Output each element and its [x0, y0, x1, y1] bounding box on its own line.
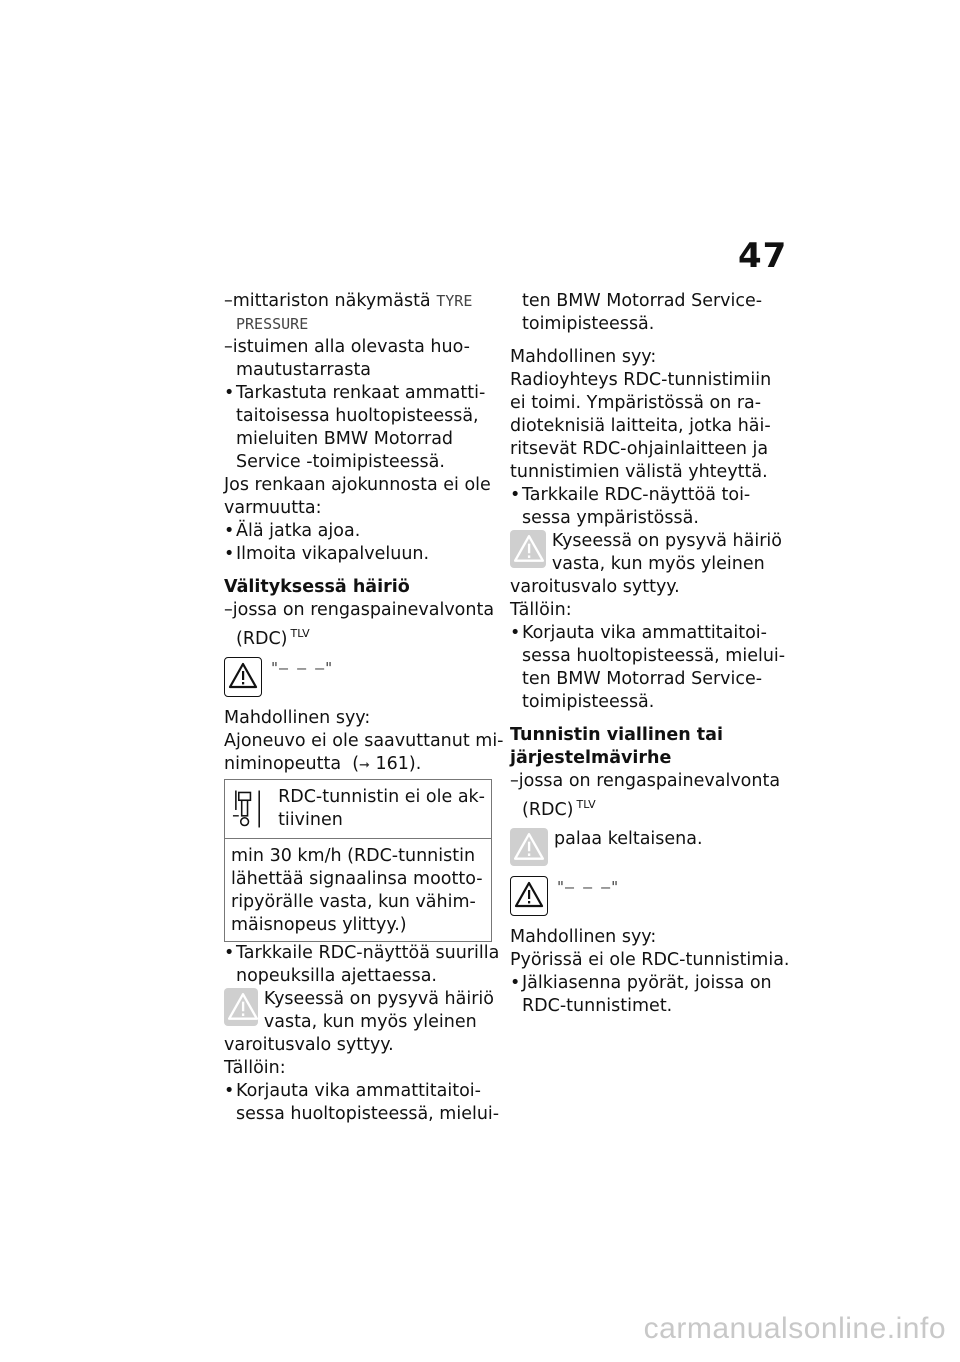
display-text: "– – –"	[270, 659, 334, 677]
bullet-item: •Korjauta vika ammattitaitoi-	[510, 623, 767, 643]
text-line: mautustarrasta	[236, 360, 372, 380]
text-line: nopeuksilla ajettaessa.	[236, 966, 437, 986]
watermark: carmanualsonline.info	[643, 1312, 946, 1345]
text-line: varmuutta:	[224, 498, 322, 518]
text-line: vasta, kun myös yleinen	[551, 554, 765, 574]
text-line: Pyörissä ei ole RDC-tunnistimia.	[510, 950, 790, 970]
bullet-item: •Tarkkaile RDC-näyttöä suurilla	[224, 943, 500, 963]
table-cell: lähettää signaalinsa mootto-	[231, 869, 483, 889]
text-line: Service -toimipisteessä.	[236, 452, 445, 472]
text-line: Jos renkaan ajokunnosta ei ole	[224, 475, 491, 495]
arrow-ref-icon: ➞	[359, 758, 370, 773]
warning-triangle-icon	[224, 657, 262, 697]
text-line: (RDC) $^{TLV}$	[522, 798, 596, 820]
text-line: RDC-tunnistimet.	[522, 996, 673, 1016]
text-line: dioteknisiä laitteita, jotka häi-	[510, 416, 771, 436]
text-line: tunnistimien välistä yhteyttä.	[510, 462, 768, 482]
text-line: Mahdollinen syy:	[510, 927, 657, 947]
text-line: Tällöin:	[510, 600, 572, 620]
info-table	[224, 779, 492, 942]
dash-item: –jossa on rengaspainevalvonta	[510, 771, 781, 791]
table-cell: min 30 km/h (RDC-tunnistin	[231, 846, 476, 866]
text-line: Mahdollinen syy:	[224, 708, 371, 728]
left-column	[224, 290, 504, 1126]
text-line: varoitusvalo syttyy.	[510, 577, 680, 597]
table-row	[225, 780, 491, 839]
display-text: "– – –"	[556, 878, 620, 896]
bullet-item: •Älä jatka ajoa.	[224, 521, 361, 541]
bullet-item: •Tarkkaile RDC-näyttöä toi-	[510, 485, 751, 505]
text-line: Mahdollinen syy:	[510, 347, 657, 367]
table-cell: tiivinen	[278, 810, 343, 830]
text-line: palaa keltaisena.	[554, 829, 703, 849]
text-line: vasta, kun myös yleinen	[263, 1012, 477, 1032]
text-line: sessa huoltopisteessä, mielui-	[236, 1104, 500, 1124]
text-line: ritsevät RDC-ohjainlaitteen ja	[510, 439, 769, 459]
right-column	[510, 290, 790, 1018]
text-line: taitoisessa huoltopisteessä,	[236, 406, 479, 426]
text-line: sessa huoltopisteessä, mielui-	[522, 646, 786, 666]
warning-triangle-icon	[224, 988, 258, 1026]
text-line: varoitusvalo syttyy.	[224, 1035, 394, 1055]
text-line: Ajoneuvo ei ole saavuttanut mi-	[224, 731, 504, 751]
warning-note-row	[510, 828, 782, 866]
dash-item: –jossa on rengaspainevalvonta	[224, 600, 495, 620]
table-row	[225, 839, 491, 941]
table-cell: mäisnopeus ylittyy.)	[231, 915, 407, 935]
text-line: (RDC) $^{TLV}$	[236, 627, 310, 649]
warning-note-row	[224, 988, 494, 1034]
dash-item: –mittariston näkymästä TYRE	[224, 291, 473, 311]
bullet-item: •Ilmoita vikapalveluun.	[224, 544, 430, 564]
text-line: niminopeutta (➞ 161).	[224, 754, 422, 774]
table-cell: ripyörälle vasta, kun vähim-	[231, 892, 476, 912]
mono-line: PRESSURE	[236, 315, 309, 333]
section-heading: järjestelmävirhe	[510, 748, 672, 768]
text-line: sessa ympäristössä.	[522, 508, 699, 528]
bullet-item: •Korjauta vika ammattitaitoi-	[224, 1081, 481, 1101]
warning-note-row	[510, 530, 782, 576]
section-heading: Välityksessä häiriö	[224, 577, 410, 597]
warning-display-row	[224, 657, 494, 697]
text-line: Radioyhteys RDC-tunnistimiin	[510, 370, 772, 390]
warning-triangle-icon	[510, 876, 548, 916]
warning-triangle-icon	[510, 828, 548, 866]
text-line: Kyseessä on pysyvä häiriö	[551, 531, 782, 551]
dash-item: –istuimen alla olevasta huo-	[224, 337, 470, 357]
text-line: ten BMW Motorrad Service-	[522, 291, 763, 311]
text-line: ei toimi. Ympäristössä on ra-	[510, 393, 762, 413]
table-cell: RDC-tunnistin ei ole ak-	[278, 787, 485, 807]
bullet-item: •Tarkastuta renkaat ammatti-	[224, 383, 486, 403]
warning-triangle-icon	[510, 530, 546, 568]
text-line: Kyseessä on pysyvä häiriö	[263, 989, 494, 1009]
sensor-icon	[231, 786, 264, 832]
text-line: ten BMW Motorrad Service-	[522, 669, 763, 689]
page-number: 47	[738, 236, 788, 276]
section-heading: Tunnistin viallinen tai	[510, 725, 723, 745]
warning-display-row	[510, 876, 782, 916]
bullet-item: •Jälkiasenna pyörät, joissa on	[510, 973, 772, 993]
text-line: mieluiten BMW Motorrad	[236, 429, 454, 449]
text-line: toimipisteessä.	[522, 314, 655, 334]
text-line: toimipisteessä.	[522, 692, 655, 712]
text-line: Tällöin:	[224, 1058, 286, 1078]
